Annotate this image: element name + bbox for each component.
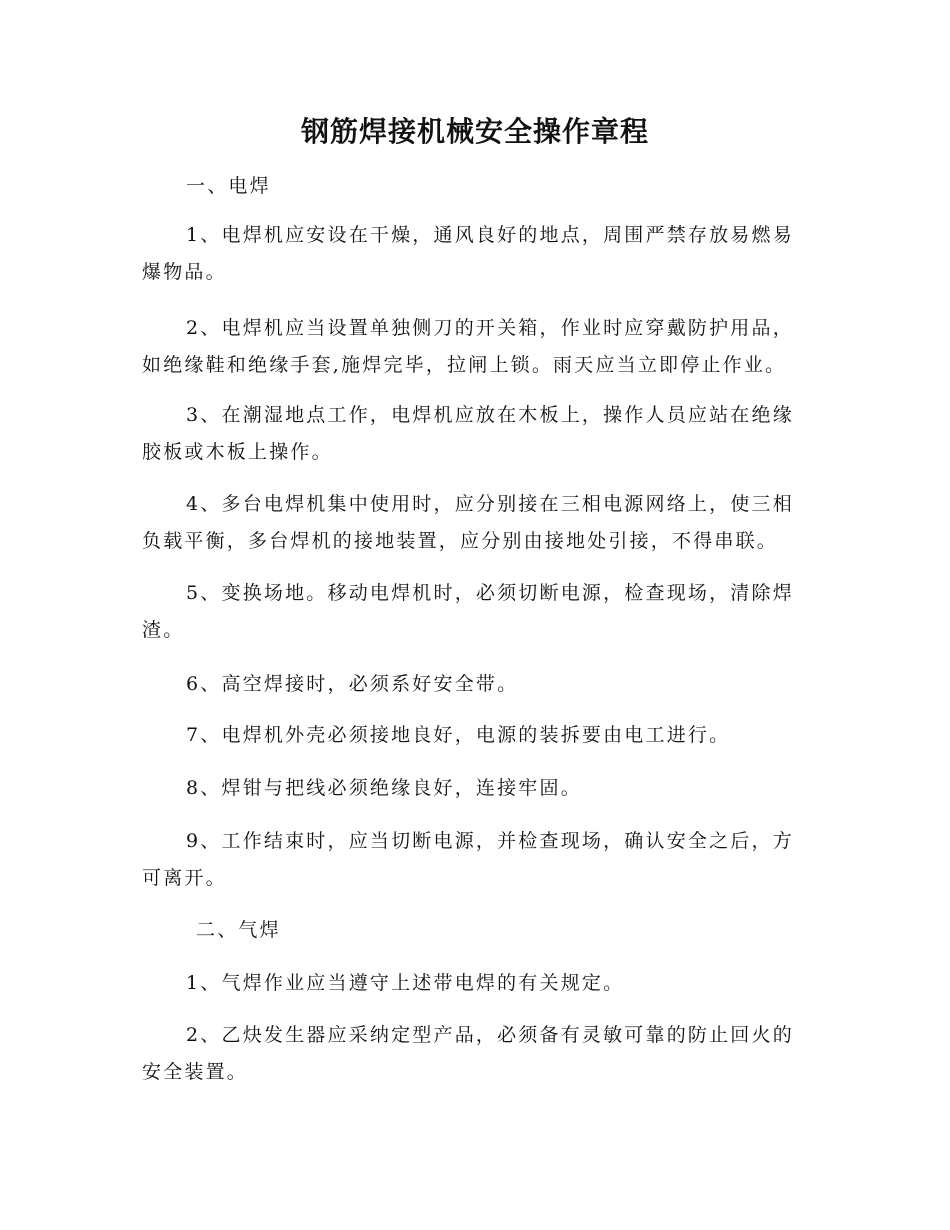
paragraph: 8、焊钳与把线必须绝缘良好，连接牢固。 [186, 777, 582, 799]
section-heading-welding: 一、电焊 [186, 175, 271, 197]
document-title: 钢筋焊接机械安全操作章程 [300, 115, 649, 148]
paragraph: 1、电焊机应安设在干燥，通风良好的地点，周围严禁存放易燃易爆物品。 [142, 224, 794, 283]
paragraph: 9、工作结束时，应当切断电源，并检查现场，确认安全之后，方可离开。 [142, 830, 794, 889]
paragraph: 3、在潮湿地点工作，电焊机应放在木板上，操作人员应站在绝缘胶板或木板上操作。 [142, 404, 794, 463]
paragraph: 5、变换场地。移动电焊机时，必须切断电源，检查现场，清除焊渣。 [142, 582, 794, 641]
paragraph: 1、气焊作业应当遵守上述带电焊的有关规定。 [186, 972, 625, 994]
paragraph: 7、电焊机外壳必须接地良好，电源的装拆要由电工进行。 [186, 724, 731, 746]
paragraph: 6、高空焊接时，必须系好安全带。 [186, 673, 519, 695]
paragraph: 2、乙炔发生器应采纳定型产品，必须备有灵敏可靠的防止回火的安全装置。 [142, 1024, 794, 1083]
paragraph: 2、电焊机应当设置单独侧刀的开关箱，作业时应穿戴防护用品，如绝缘鞋和绝缘手套,施焊完毕，拉闸上锁。雨天应当立即停止作业。 [142, 317, 794, 376]
section-heading-gas-welding: 二、气焊 [196, 919, 281, 941]
paragraph: 4、多台电焊机集中使用时，应分别接在三相电源网络上，使三相负载平衡，多台焊机的接地装置，应分别由接地处引接，不得串联。 [142, 493, 794, 552]
